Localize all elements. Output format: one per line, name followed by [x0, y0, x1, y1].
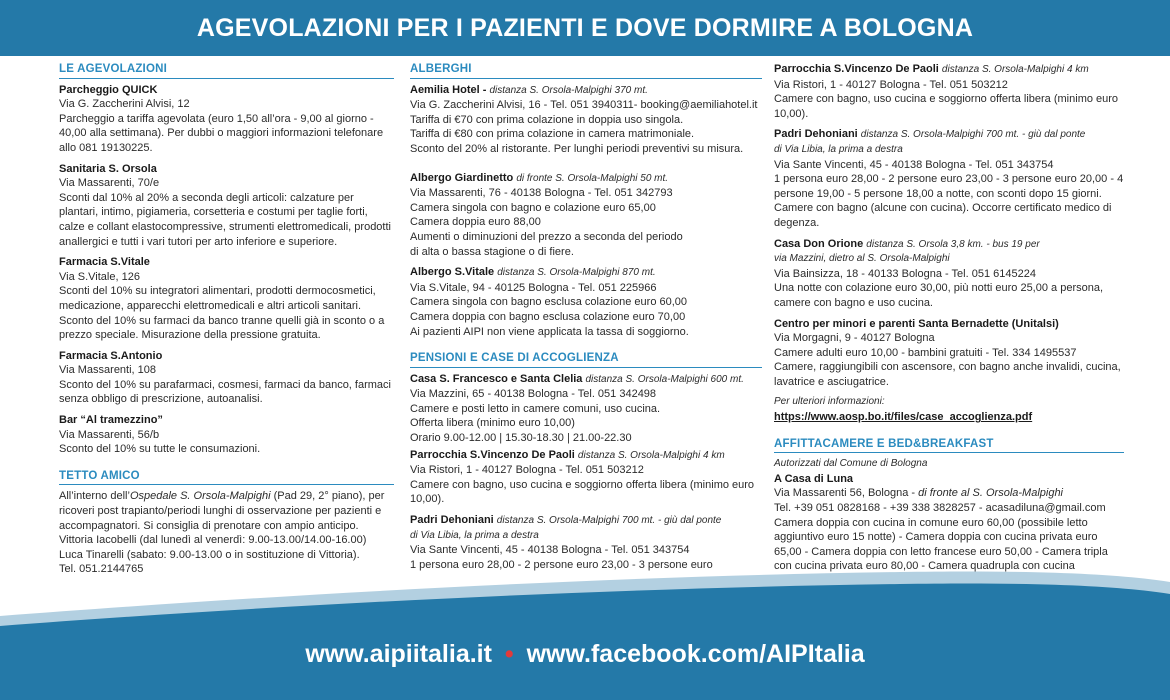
phone-line: Tel. 051.2144765: [59, 563, 144, 576]
entry-name: Farmacia S.Vitale: [59, 256, 150, 269]
website-link[interactable]: www.aipiitalia.it: [305, 640, 492, 668]
body-suffix: (Pad 29, 2° piano), per ricoveri post trapianto/periodi lunghi di osservazione per pazienti e accompagnatori. Si consiglia di prenotare con ampio anticipo.: [59, 490, 385, 532]
entry-body: Sconto del 10% su parafarmaci, cosmesi, farmaci da banco, farmaci senza obbligo di prescrizione, autoanalisi.: [59, 378, 391, 406]
entry-albergo-giardinetto: [410, 171, 762, 260]
entry-line: Tariffa di €80 con prima colazione in camera matrimoniale.: [410, 128, 695, 141]
entry-name: Centro per minori e parenti Santa Bernadette (Unitalsi): [774, 317, 1059, 330]
section-heading-alberghi: ALBERGHI: [410, 62, 762, 79]
entry-body: Sconti dal 10% al 20% a seconda degli articoli: calzature per plantari, intimo, pigiameria, corsetteria e costumi per taglie forti, calze e collant elastocompressive, strumenti elettromedicali, prodotti anallergici e tutti i vari tutori per arto inferiore e superiore.: [59, 191, 391, 248]
entry-sanitaria-orsola: [59, 162, 394, 250]
entry-address: Via Morgagni, 9 - 40127 Bologna: [774, 332, 935, 345]
entry-address: Via G. Zaccherini Alvisi, 16 - Tel. 051 3940311- booking@aemiliahotel.it: [410, 99, 758, 112]
separator-dot: •: [504, 640, 514, 668]
section-subtitle: Autorizzati dal Comune di Bologna: [774, 458, 928, 470]
entry-distance: distanza S. Orsola-Malpighi 4 km: [577, 449, 725, 461]
section-heading-affittacamere: AFFITTACAMERE E BED&BREAKFAST: [774, 437, 1124, 454]
entry-name: Bar “Al tramezzino”: [59, 414, 163, 427]
entry-aemilia-hotel: [410, 83, 762, 157]
entry-address: Via Ristori, 1 - 40127 Bologna - Tel. 051 503212: [410, 464, 644, 477]
section-heading-tetto-amico: TETTO AMICO: [59, 469, 394, 486]
entry-address: Via G. Zaccherini Alvisi, 12: [59, 98, 190, 111]
page-title: AGEVOLAZIONI PER I PAZIENTI E DOVE DORMIRE A BOLOGNA: [196, 14, 974, 42]
entry-distance: distanza S. Orsola 3,8 km. - bus 19 per: [866, 238, 1040, 250]
entry-padri-dehoniani: [774, 127, 1124, 230]
entry-line: 1 persona euro 28,00 - 2 persone euro 23,00 - 3 persone euro: [410, 558, 713, 571]
entry-line: Ai pazienti AIPI non viene applicata la tassa di soggiorno.: [410, 325, 689, 338]
column-alberghi: [410, 62, 762, 578]
entry-line: Orario 9.00-12.00 | 15.30-18.30 | 21.00-22.30: [410, 432, 632, 445]
entry-address: [774, 486, 1124, 501]
entry-name: Parrocchia S.Vincenzo De Paoli: [410, 448, 578, 461]
footer-wave: [0, 560, 1170, 700]
footer-links: [0, 640, 1170, 669]
entry-name: Padri Dehoniani: [774, 128, 861, 141]
entry-distance: distanza S. Orsola-Malpighi 4 km: [941, 64, 1089, 75]
column-accoglienza: [774, 62, 1124, 580]
entry-farmacia-vitale: [59, 255, 394, 343]
entry-name: Albergo Giardinetto: [410, 171, 517, 184]
contact-line: Vittoria Iacobelli (dal lunedì al venerdì: 9.00-13.00/14.00-16.00): [59, 534, 367, 547]
entry-line: Camera singola con bagno e colazione euro 65,00: [410, 201, 656, 214]
entry-farmacia-antonio: [59, 349, 394, 407]
address-text: Via Massarenti 56, Bologna -: [774, 487, 919, 500]
info-label: Per ulteriori informazioni:: [774, 396, 885, 408]
entry-address: Via S.Vitale, 126: [59, 270, 140, 283]
entry-casa-francesco: [410, 372, 762, 446]
entry-distance: distanza S. Orsola-Malpighi 370 mt.: [489, 84, 648, 96]
entry-name: Sanitaria S. Orsola: [59, 162, 157, 175]
entry-distance: distanza S. Orsola-Malpighi 600 mt.: [585, 373, 744, 385]
entry-line: Camera doppia con bagno esclusa colazione euro 70,00: [410, 310, 686, 323]
entry-address: Via Massarenti, 56/b: [59, 428, 160, 441]
entry-line: Tariffa di €70 con prima colazione in doppia uso singola.: [410, 113, 684, 126]
entry-line: Offerta libera (minimo euro 10,00): [410, 417, 575, 430]
entry-directions: di Via Libia, la prima a destra: [410, 529, 539, 541]
hospital-name: Ospedale S. Orsola-Malpighi: [129, 490, 271, 503]
entry-parcheggio-quick: [59, 83, 394, 156]
entry-casa-di-luna: [774, 472, 1124, 574]
section-heading-agevolazioni: LE AGEVOLAZIONI: [59, 62, 394, 79]
entry-name: Parcheggio QUICK: [59, 83, 158, 96]
entry-line: 1 persona euro 28,00 - 2 persone euro 23,00 - 3 persone euro 20,00 - 4 persone 19,00 - 5 persone 18,00 a notte, con sconti dopo 15 giorni. Camere con bagno (alcune con cucina). Occorre certificato medico di degenza.: [774, 173, 1124, 229]
entry-name: Padri Dehoniani: [410, 514, 497, 527]
entry-name: Farmacia S.Antonio: [59, 349, 163, 362]
entry-line: di alta o bassa stagione o di fiere.: [410, 245, 574, 258]
entry-line: Camera doppia con cucina in comune euro 60,00 (possibile letto aggiuntivo euro 15 notte) - Camera doppia con cucina privata euro 65,00 - Camera doppia con letto francese euro 50,00 - Camera tripla con cucina privata euro 80,00 - Camera quadrupla con cucina: [774, 516, 1108, 573]
facebook-link[interactable]: www.facebook.com/AIPItalia: [526, 640, 865, 668]
entry-line: Camera doppia euro 88,00: [410, 216, 541, 229]
entry-address: Via Sante Vincenti, 45 - 40138 Bologna - Tel. 051 343754: [410, 544, 690, 557]
entry-line: Camera singola con bagno esclusa colazione euro 60,00: [410, 296, 688, 309]
entry-name: A Casa di Luna: [774, 472, 854, 485]
entry-name: Casa S. Francesco e Santa Clelia: [410, 372, 586, 385]
entry-parrocchia-vincenzo: [410, 448, 762, 507]
entry-address: Via Ristori, 1 - 40127 Bologna - Tel. 051 503212: [774, 78, 1008, 91]
info-link[interactable]: https://www.aosp.bo.it/files/case_accoglienza.pdf: [774, 411, 1033, 424]
entry-bar-tramezzino: [59, 413, 394, 457]
entry-body: Sconti del 10% su integratori alimentari, prodotti dermocosmetici, medicazione, apparecchi elettromedicali e altri articoli sanitari. Sconto del 10% su farmaci da banco tranne quelli già in sconto o a prezzo speciale. Misurazione della pressione gratuita.: [59, 285, 385, 342]
contact-line: Luca Tinarelli (sabato: 9.00-13.00 o in sostituzione di Vittoria).: [59, 548, 360, 561]
entry-line: Camere adulti euro 10,00 - bambini gratuiti - Tel. 334 1495537: [774, 346, 1077, 359]
entry-name: Albergo S.Vitale: [410, 266, 498, 279]
entry-line: Camere e posti letto in camere comuni, uso cucina.: [410, 402, 661, 415]
entry-address: Via Mazzini, 65 - 40138 Bologna - Tel. 051 342498: [410, 388, 657, 401]
entry-distance: distanza S. Orsola-Malpighi 700 mt. - giù dal ponte: [860, 129, 1086, 141]
section-heading-pensioni: PENSIONI E CASE DI ACCOGLIENZA: [410, 351, 762, 368]
entry-albergo-svitale: [410, 265, 762, 339]
entry-line: Camere con bagno, uso cucina e soggiorno offerta libera (minimo euro 10,00).: [410, 478, 755, 506]
entry-line: Aumenti o diminuzioni del prezzo a seconda del periodo: [410, 230, 683, 243]
entry-directions: via Mazzini, dietro al S. Orsola-Malpighi: [774, 253, 950, 265]
entry-distance: distanza S. Orsola-Malpighi 870 mt.: [497, 267, 656, 279]
entry-line: Sconto del 20% al ristorante. Per lunghi periodi preventivi su misura.: [410, 142, 744, 155]
entry-address: Via Sante Vincenti, 45 - 40138 Bologna - Tel. 051 343754: [774, 158, 1054, 171]
entry-santa-bernadette: [774, 317, 1124, 390]
column-agevolazioni: [59, 62, 394, 583]
entry-casa-don-orione: [774, 237, 1124, 311]
entry-body: Parcheggio a tariffa agevolata (euro 1,50 all’ora - 9,00 al giorno - 40,00 alla settimana). Per dubbi o maggiori informazioni telefonare allo 081 19130225.: [59, 112, 384, 154]
entry-body: Sconto del 10% su tutte le consumazioni.: [59, 443, 261, 456]
entry-address: Via S.Vitale, 94 - 40125 Bologna - Tel. 051 225966: [410, 281, 657, 294]
entry-parrocchia-vincenzo: [774, 62, 1124, 121]
entry-line: Una notte con colazione euro 30,00, più notti euro 25,00 a persona, camere con bagno e uso cucina.: [774, 282, 1104, 309]
info-block: [774, 395, 1124, 424]
entry-name: Aemilia Hotel -: [410, 83, 490, 96]
entry-address: Via Bainsizza, 18 - 40133 Bologna - Tel. 051 6145224: [774, 267, 1036, 280]
contact-line: Tel. +39 051 0828168 - +39 338 3828257 - acasadiluna@gmail.com: [774, 502, 1106, 515]
entry-line: Camere, raggiungibili con ascensore, con bagno anche invalidi, cucina, lavatrice e asciugatrice.: [774, 361, 1121, 388]
entry-directions: di Via Libia, la prima a destra: [774, 143, 903, 155]
entry-distance: distanza S. Orsola-Malpighi 700 mt. - giù dal ponte: [496, 515, 722, 527]
entry-line: Camere con bagno, uso cucina e soggiorno offerta libera (minimo euro 10,00).: [774, 93, 1119, 120]
entry-address: Via Massarenti, 76 - 40138 Bologna - Tel. 051 342793: [410, 187, 673, 200]
entry-distance: di fronte S. Orsola-Malpighi 50 mt.: [516, 172, 669, 184]
location-note: di fronte al S. Orsola-Malpighi: [918, 487, 1064, 500]
entry-address: Via Massarenti, 108: [59, 364, 157, 377]
body-prefix: All’interno dell’: [59, 490, 130, 503]
entry-name: Parrocchia S.Vincenzo De Paoli: [774, 63, 942, 75]
entry-name: Casa Don Orione: [774, 237, 867, 250]
entry-address: Via Massarenti, 70/e: [59, 177, 160, 190]
entry-body: [59, 489, 394, 533]
